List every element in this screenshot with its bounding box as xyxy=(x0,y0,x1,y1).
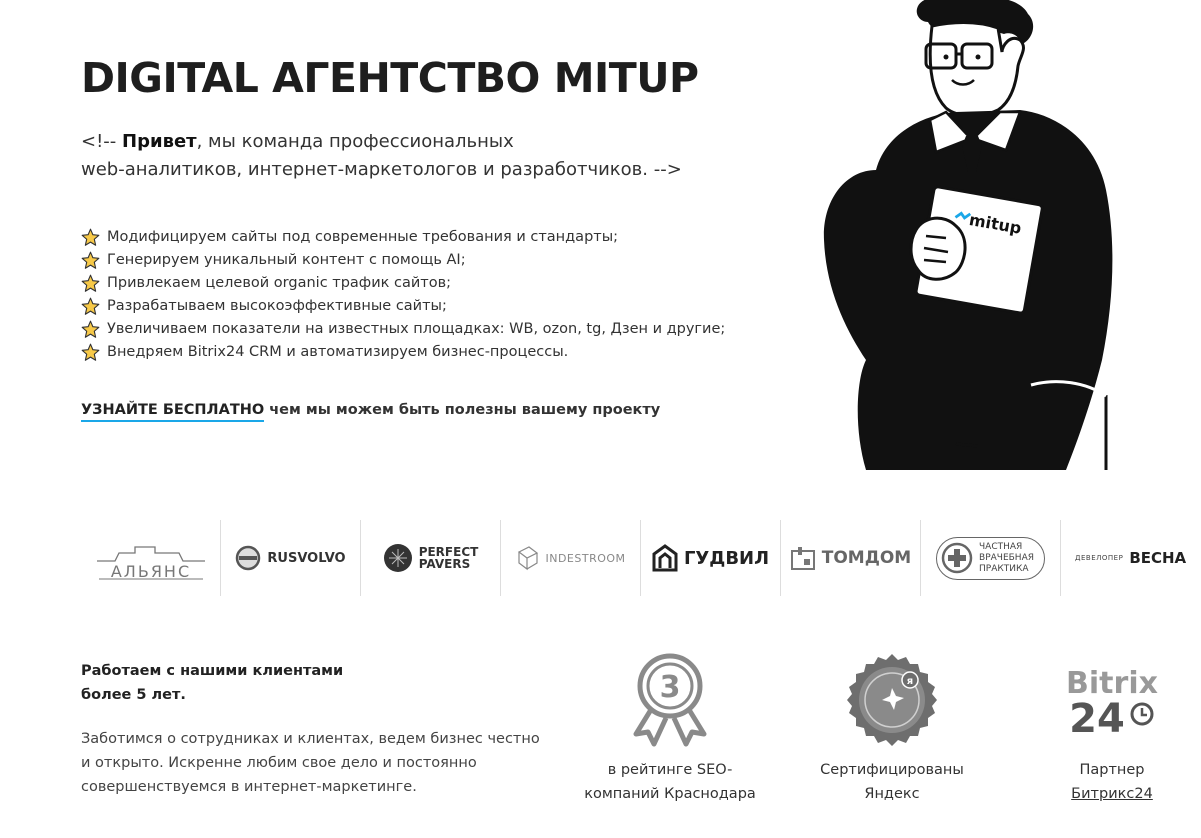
comment-open: <!-- xyxy=(81,131,123,152)
private-practice-line1: ЧАСТНАЯ xyxy=(979,541,1023,552)
yandex-letter: я xyxy=(906,676,914,687)
star-icon xyxy=(81,274,100,293)
bitrix-caption-line1: Партнер xyxy=(1079,762,1145,778)
rating-badge xyxy=(580,652,760,806)
feature-list xyxy=(81,226,725,364)
client-logo-tomdom[interactable] xyxy=(781,520,921,596)
bitrix-logo-word: Bitrix xyxy=(1066,666,1158,701)
rating-caption-line2: компаний Краснодара xyxy=(584,786,756,802)
intro-line-1-text: , мы команда профессиональных xyxy=(196,131,514,152)
feature-item xyxy=(81,272,725,295)
experience-headline-line2: более 5 лет. xyxy=(81,687,186,703)
feature-text: Разрабатываем высокоэффективные сайты; xyxy=(107,298,447,314)
experience-headline-line1: Работаем с нашими клиентами xyxy=(81,663,344,679)
private-practice-line3: ПРАКТИКА xyxy=(979,563,1029,574)
yandex-caption-line1: Сертифицированы xyxy=(820,762,964,778)
yandex-certificate-icon xyxy=(844,652,940,748)
intro-greeting: Привет xyxy=(122,131,197,152)
client-logo-indestroom[interactable] xyxy=(501,520,641,596)
bitrix-logo-number: 24 xyxy=(1069,696,1125,742)
client-logo-private-practice[interactable] xyxy=(921,520,1061,596)
cta-line xyxy=(81,402,660,422)
bitrix24-partner-link[interactable]: Битрикс24 xyxy=(1071,786,1153,802)
perfect-pavers-line2: PAVERS xyxy=(418,557,471,571)
gudvil-text: ГУДВИЛ xyxy=(683,547,770,569)
yandex-caption-line2: Яндекс xyxy=(864,786,920,802)
intro-line-1 xyxy=(81,128,771,156)
indestroom-icon xyxy=(515,545,539,571)
yandex-badge xyxy=(812,652,972,806)
client-logo-perfect-pavers[interactable] xyxy=(361,520,501,596)
free-consult-link[interactable]: УЗНАЙТЕ БЕСПЛАТНО xyxy=(81,402,264,422)
feature-text: Увеличиваем показатели на известных площадках: WB, ozon, tg, Дзен и другие; xyxy=(107,321,726,337)
feature-item xyxy=(81,341,725,364)
private-practice-badge xyxy=(936,537,1045,580)
gudvil-icon xyxy=(652,544,678,572)
client-logo-alyans[interactable] xyxy=(81,520,221,596)
private-practice-line2: ВРАЧЕБНАЯ xyxy=(979,552,1034,563)
perfect-pavers-icon xyxy=(383,543,413,573)
vesna-text: ВЕСНА xyxy=(1129,549,1187,567)
bitrix24-logo xyxy=(1052,652,1172,748)
clock-icon xyxy=(1129,701,1155,727)
client-logo-rusvolvo[interactable] xyxy=(221,520,361,596)
page-title: DIGITAL АГЕНТСТВО MITUP xyxy=(81,54,699,102)
rating-medal-icon xyxy=(622,652,718,748)
about-text xyxy=(81,727,561,799)
book-brand-text: mitup xyxy=(967,209,1023,238)
star-icon xyxy=(81,320,100,339)
star-icon xyxy=(81,251,100,270)
client-logos xyxy=(81,520,1201,598)
rusvolvo-text: RUSVOLVO xyxy=(267,550,346,566)
private-practice-text xyxy=(979,542,1034,575)
star-icon xyxy=(81,343,100,362)
star-icon xyxy=(81,297,100,316)
tomdom-text: ТОМДОМ xyxy=(821,548,912,568)
indestroom-text: INDESTROOM xyxy=(545,551,626,565)
star-icon xyxy=(81,228,100,247)
rating-caption-line1: в рейтинге SEO- xyxy=(607,762,733,778)
about-text-line1: Заботимся о сотрудниках и клиентах, ведем бизнес честно xyxy=(81,731,540,747)
tomdom-icon xyxy=(790,545,816,571)
alyans-logo-text: АЛЬЯНС xyxy=(110,562,191,581)
intro-line-2: web-аналитиков, интернет-маркетологов и разработчиков. --> xyxy=(81,159,682,180)
feature-item xyxy=(81,249,725,272)
client-logo-gudvil[interactable] xyxy=(641,520,781,596)
vesna-prefix: ДЕВЕЛОПЕР xyxy=(1075,554,1124,562)
bitrix-badge xyxy=(1052,652,1172,806)
client-logo-vesna[interactable] xyxy=(1061,520,1201,596)
perfect-pavers-line1: PERFECT xyxy=(418,545,479,559)
about-text-line3: совершенствуемся в интернет-маркетинге. xyxy=(81,779,417,795)
feature-text: Модифицируем сайты под современные требования и стандарты; xyxy=(107,229,619,245)
medical-cross-icon xyxy=(941,542,973,574)
feature-item xyxy=(81,226,725,249)
feature-text: Генерируем уникальный контент с помощь AI; xyxy=(107,252,466,268)
experience-headline xyxy=(81,659,343,707)
alyans-logo-icon xyxy=(95,535,207,581)
mascot-illustration xyxy=(806,0,1201,470)
feature-item xyxy=(81,295,725,318)
cta-text: чем мы можем быть полезны вашему проекту xyxy=(264,402,661,418)
perfect-pavers-text xyxy=(419,546,479,570)
feature-item xyxy=(81,318,725,341)
rating-number: 3 xyxy=(659,670,681,705)
feature-text: Привлекаем целевой organic трафик сайтов; xyxy=(107,275,452,291)
about-text-line2: и открыто. Искренне любим свое дело и постоянно xyxy=(81,755,477,771)
intro-text xyxy=(81,128,771,184)
volvo-icon xyxy=(235,545,261,571)
feature-text: Внедряем Bitrix24 CRM и автоматизируем бизнес-процессы. xyxy=(107,344,569,360)
